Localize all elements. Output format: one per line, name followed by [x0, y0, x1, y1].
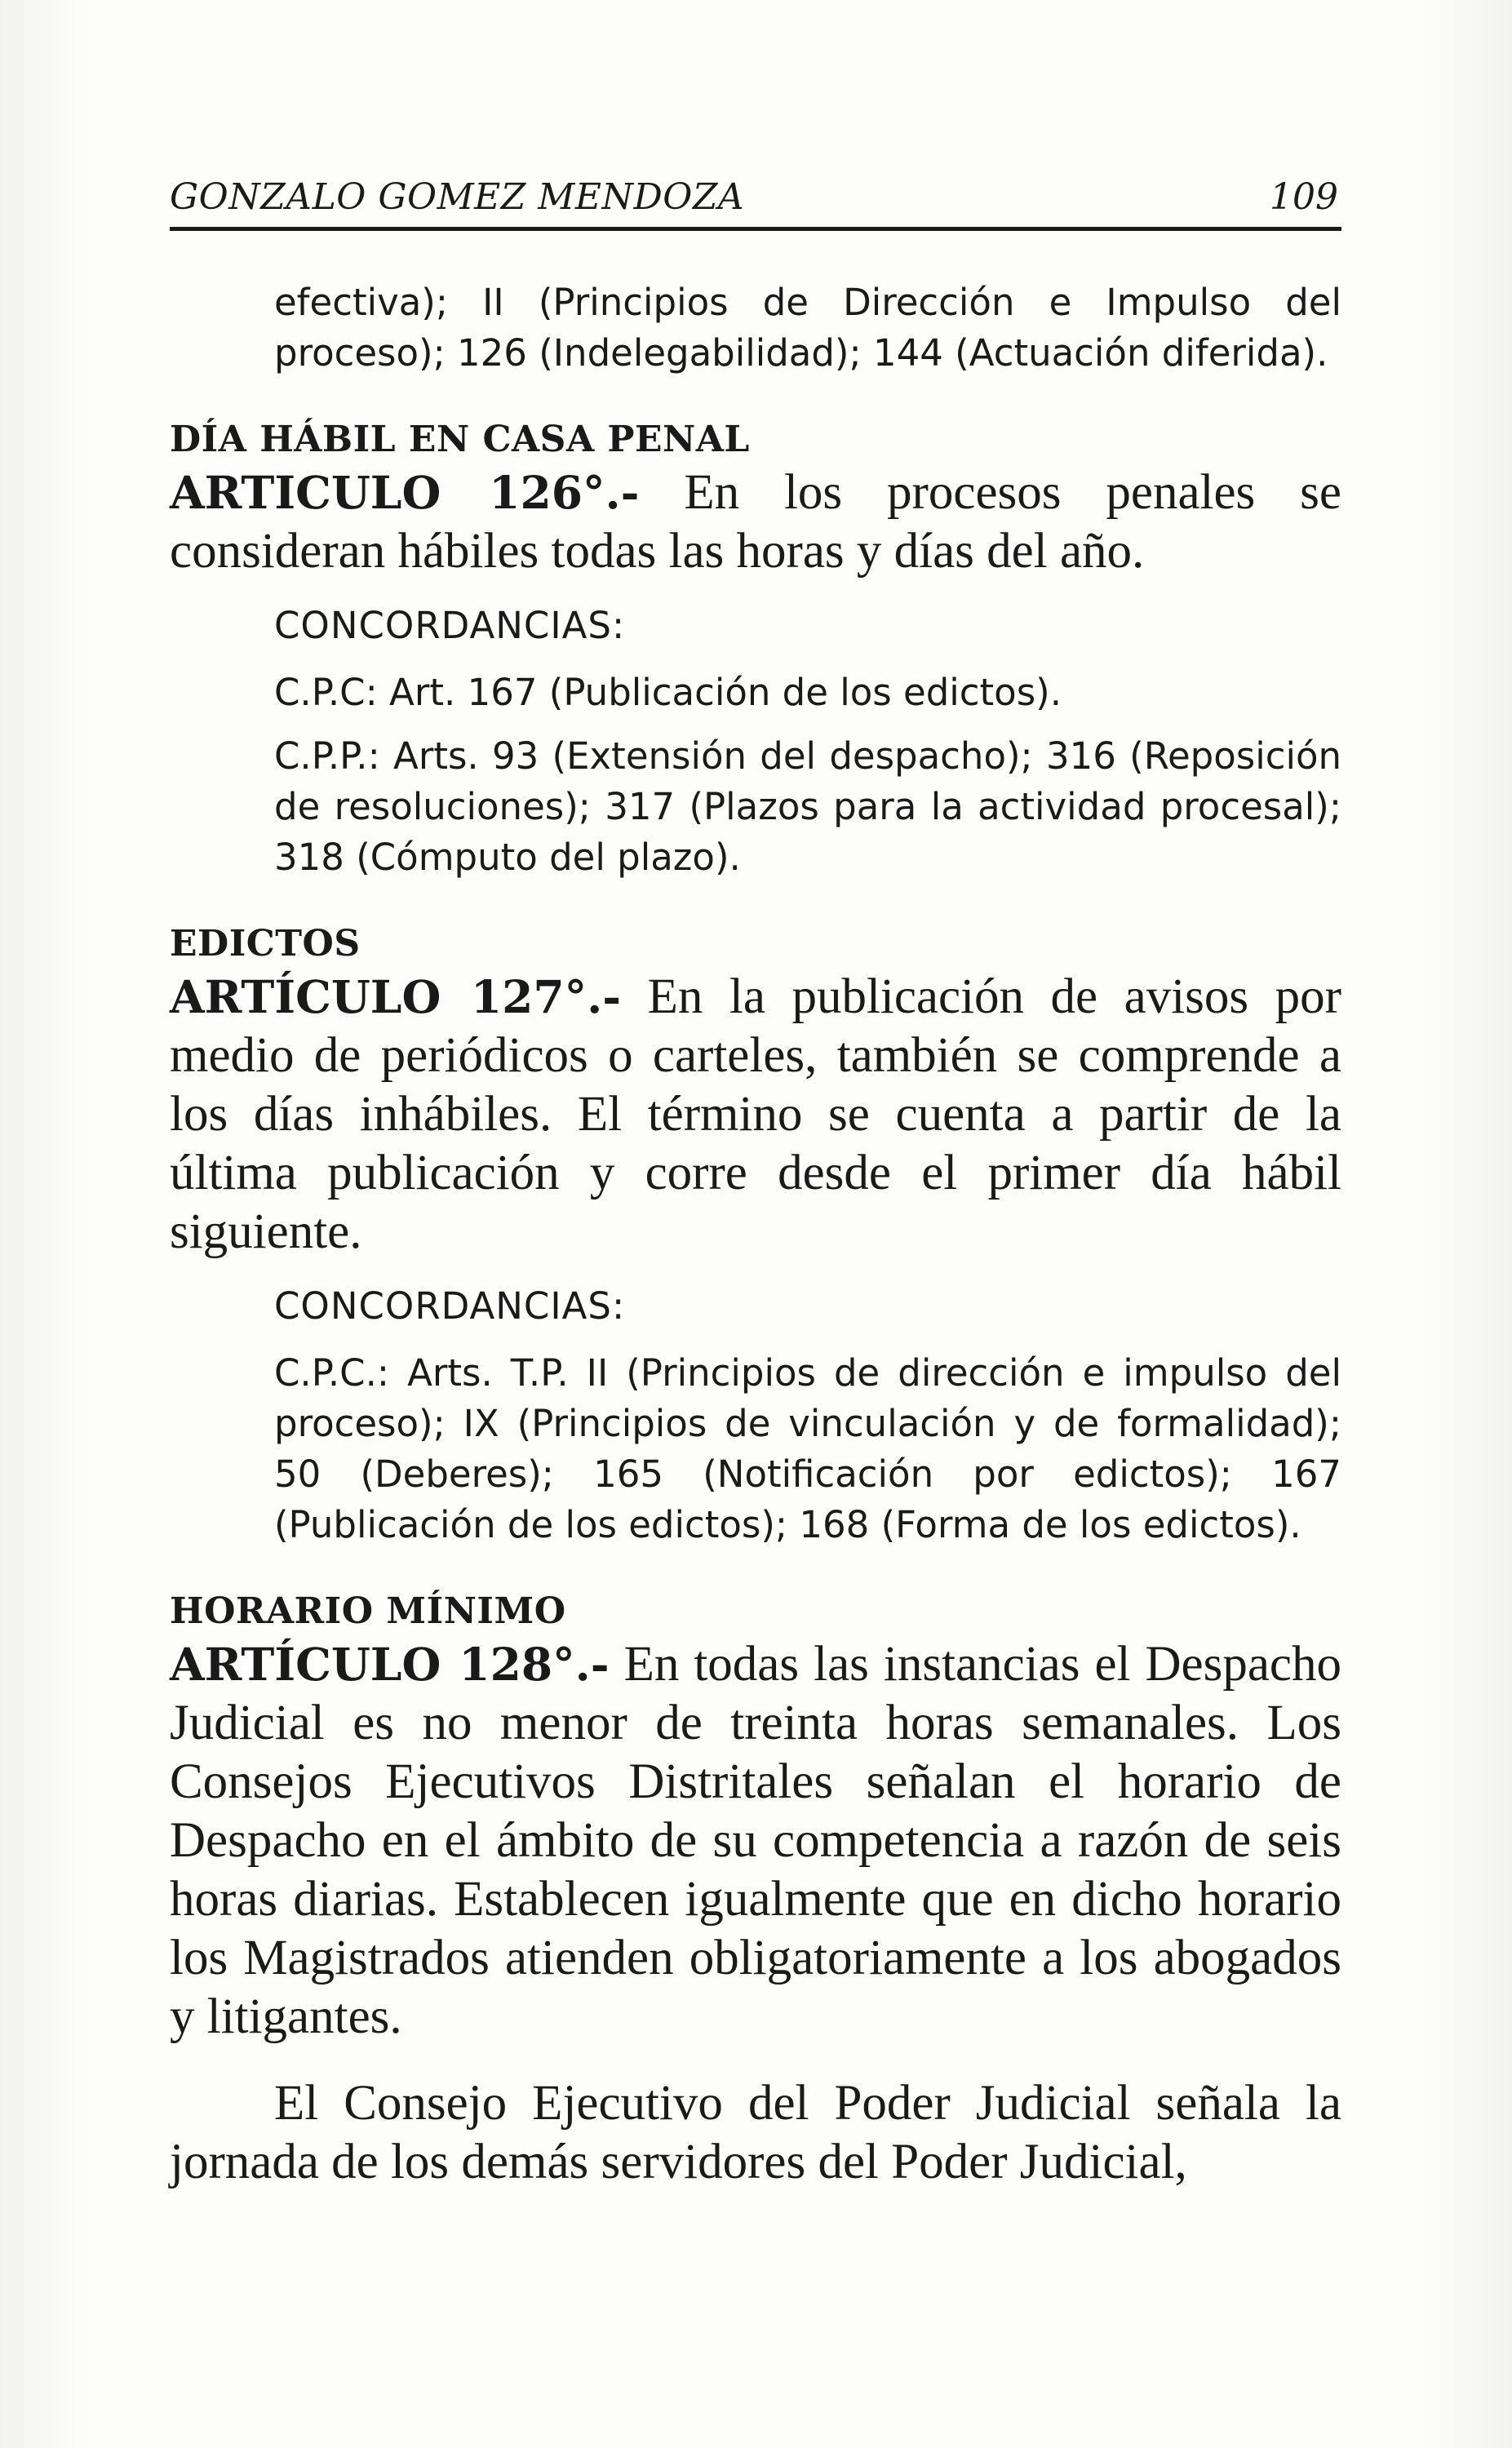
article-text: En la publicación de avisos por medio de periódicos o carteles, también se comprende a los días inhábiles. El término se cuenta a partir de la última publicación y corre desde el primer día hábil siguiente. [170, 969, 1341, 1259]
concordancia-item: C.P.C: Art. 167 (Publicación de los edictos). [274, 671, 1062, 714]
intro-concordance [274, 277, 1341, 379]
article-126 [170, 463, 1341, 581]
concordancia-item: C.P.P.: Arts. 93 (Extensión del despacho); 316 (Reposición de resoluciones); 317 (Plazos para la actividad procesal); 318 (Cómputo del plazo). [274, 734, 1341, 879]
concordancias-heading: CONCORDANCIAS: [274, 604, 626, 647]
section-edictos [170, 920, 1341, 1550]
page-body [170, 277, 1341, 2192]
section-dia-habil [170, 416, 1341, 883]
running-header [170, 170, 1341, 231]
article-127 [170, 968, 1341, 1262]
section-horario-minimo [170, 1588, 1341, 2192]
section-title: DÍA HÁBIL EN CASA PENAL [170, 419, 750, 460]
article-paragraph: El Consejo Ejecutivo del Poder Judicial señala la jornada de los demás servidores del Poder Judicial, [170, 2076, 1341, 2189]
intro-text: efectiva); II (Principios de Dirección e Impulso del proceso); 126 (Indelegabilidad); 144 (Actuación diferida). [274, 281, 1341, 375]
concordancias-block [274, 601, 1341, 883]
article-text: En los procesos penales se consideran hábiles todas las horas y días del año. [170, 465, 1341, 579]
article-label: ARTÍCULO 128°.- [170, 1638, 610, 1691]
page-number: 109 [1270, 176, 1338, 218]
section-title: HORARIO MÍNIMO [170, 1590, 566, 1632]
header-author: GONZALO GOMEZ MENDOZA [170, 176, 745, 218]
article-label: ARTÍCULO 127°.- [170, 970, 622, 1023]
concordancias-heading: CONCORDANCIAS: [274, 1284, 626, 1328]
article-128 [170, 1635, 1341, 2047]
concordancias-block [274, 1281, 1341, 1550]
article-label: ARTICULO 126°.- [170, 466, 640, 519]
article-text: En todas las instancias el Despacho Judicial es no menor de treinta horas semanales. Los Consejos Ejecutivos Distritales señalan el horario de Despacho en el ámbito de su competencia a razón de seis horas diarias. Establecen igualmente que en dicho horario los Magistrados atienden obligatoriamente a los abogados y litigantes. [170, 1637, 1341, 2044]
concordancia-item: C.P.C.: Arts. T.P. II (Principios de dirección e impulso del proceso); IX (Principios de vinculación y de formalidad); 50 (Deberes); 165 (Notificación por edictos); 167 (Publicación de los edictos); 168 (Forma de los edictos). [274, 1351, 1341, 1546]
section-title: EDICTOS [170, 923, 361, 965]
